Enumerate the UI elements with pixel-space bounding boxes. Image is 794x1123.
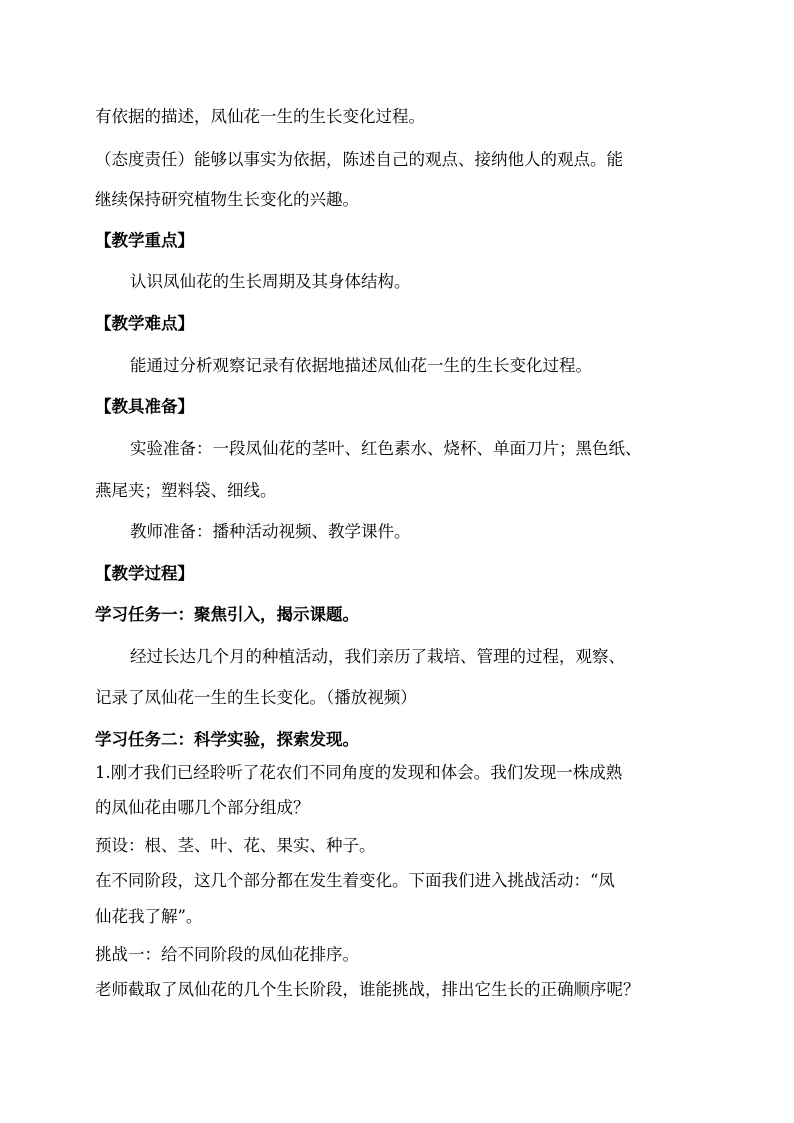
text-line: 有依据的描述，凤仙花一生的生长变化过程。 (95, 107, 425, 126)
task-heading-2: 学习任务二：科学实验，探索发现。 (95, 730, 359, 749)
text-line: 实验准备：一段凤仙花的茎叶、红色素水、烧杯、单面刀片；黑色纸、 (130, 439, 642, 458)
text-line: 老师截取了凤仙花的几个生长阶段，谁能挑战，排出它生长的正确顺序呢？ (95, 980, 640, 999)
section-heading-materials: 【教具准备】 (95, 397, 194, 416)
text-line: 认识凤仙花的生长周期及其身体结构。 (130, 272, 411, 291)
text-line: （态度责任）能够以事实为依据，陈述自己的观点、接纳他人的观点。能 (95, 150, 623, 169)
text-line: 经过长达几个月的种植活动，我们亲历了栽培、管理的过程，观察、 (130, 647, 625, 666)
text-line: 燕尾夹；塑料袋、细线。 (95, 481, 277, 500)
task-heading-1: 学习任务一：聚焦引入，揭示课题。 (95, 605, 359, 624)
section-heading-process: 【教学过程】 (95, 564, 194, 583)
text-line: 仙花我了解”。 (95, 907, 203, 926)
text-line: 能通过分析观察记录有依据地描述凤仙花一生的生长变化过程。 (130, 356, 592, 375)
section-heading-difficulties: 【教学难点】 (95, 314, 194, 333)
text-line: 继续保持研究植物生长变化的兴趣。 (95, 190, 359, 209)
text-line: 挑战一：给不同阶段的凤仙花排序。 (95, 945, 359, 964)
section-heading-key-points: 【教学重点】 (95, 231, 194, 250)
text-line: 1.刚才我们已经聆听了花农们不同角度的发现和体会。我们发现一株成熟 (95, 763, 623, 782)
text-line: 记录了凤仙花一生的生长变化。（播放视频） (95, 688, 417, 707)
text-line: 在不同阶段，这几个部分都在发生着变化。下面我们进入挑战活动：“凤 (95, 871, 615, 890)
text-line: 的凤仙花由哪几个部分组成？ (95, 798, 310, 817)
text-line: 教师准备：播种活动视频、教学课件。 (130, 522, 411, 541)
text-line: 预设：根、茎、叶、花、果实、种子。 (95, 836, 376, 855)
